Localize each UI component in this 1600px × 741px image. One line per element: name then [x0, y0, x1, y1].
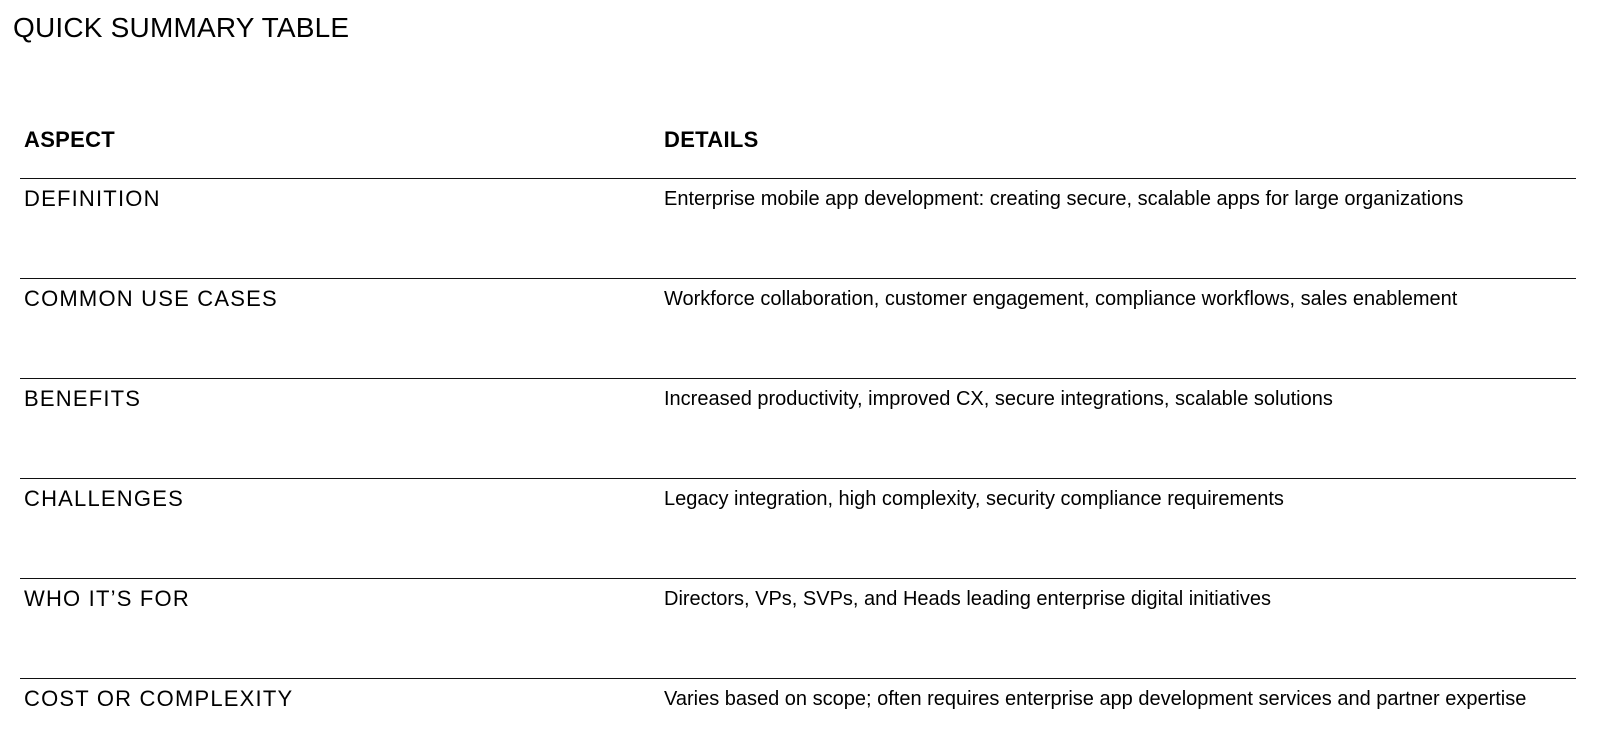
page-title: QUICK SUMMARY TABLE: [13, 12, 350, 43]
details-cell: Varies based on scope; often requires enterprise app development services and partner expertise: [664, 688, 1527, 710]
details-cell: Enterprise mobile app development: creating secure, scalable apps for large organizations: [664, 188, 1464, 210]
table-row: [20, 579, 1576, 679]
table-row: [20, 279, 1576, 379]
table-header-row: [20, 112, 1576, 179]
details-cell: Legacy integration, high complexity, security compliance requirements: [664, 488, 1284, 510]
details-cell: Workforce collaboration, customer engagement, compliance workflows, sales enablement: [664, 288, 1458, 310]
aspect-cell: COST OR COMPLEXITY: [24, 686, 294, 711]
details-cell: Increased productivity, improved CX, secure integrations, scalable solutions: [664, 388, 1333, 410]
aspect-cell: BENEFITS: [24, 386, 142, 411]
details-cell: Directors, VPs, SVPs, and Heads leading enterprise digital initiatives: [664, 588, 1271, 610]
column-header-details: DETAILS: [664, 127, 759, 152]
aspect-cell: WHO IT’S FOR: [24, 586, 190, 611]
column-header-aspect: ASPECT: [24, 127, 116, 152]
table-row: [20, 479, 1576, 579]
table-row: [20, 179, 1576, 279]
table-row: [20, 379, 1576, 479]
summary-table: [20, 112, 1576, 741]
aspect-cell: COMMON USE CASES: [24, 286, 278, 311]
aspect-cell: DEFINITION: [24, 186, 161, 211]
table-row: [20, 679, 1576, 741]
aspect-cell: CHALLENGES: [24, 486, 184, 511]
